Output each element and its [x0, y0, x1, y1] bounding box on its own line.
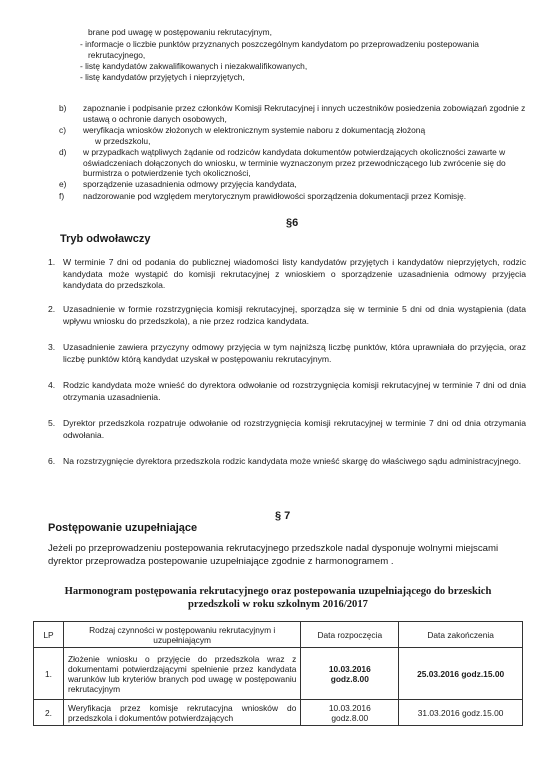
cell-lp: 2. — [34, 700, 64, 726]
list-item — [48, 380, 526, 418]
list-item — [59, 103, 529, 125]
header-end: Data zakończenia — [399, 622, 523, 648]
list-line: brane pod uwagę w postępowaniu rekrutacyjnym, — [88, 27, 272, 37]
item-number: 1. — [48, 257, 56, 267]
item-line: w przypadkach wątpliwych żądanie od rodziców kandydata dokumentów potwierdzających okoliczności zawarte w — [83, 147, 506, 157]
start-date: 10.03.2016 — [328, 702, 371, 713]
list-item — [59, 147, 529, 179]
table-row — [34, 648, 523, 700]
item-line: weryfikacja wniosków złożonych w elektronicznym systemie naboru z dokumentacją złożoną — [83, 125, 426, 135]
item-number: 4. — [48, 380, 56, 390]
item-marker: d) — [59, 147, 67, 157]
numbered-list — [48, 257, 526, 470]
start-time: godz.8.00 — [330, 673, 369, 684]
list-line: - listę kandydatów przyjętych i nieprzyjętych, — [80, 72, 245, 82]
item-number: 6. — [48, 456, 56, 466]
item-text: Na rozstrzygnięcie dyrektora przedszkola rodzic kandydata może wnieść skargę do właściwego sądu administracyjnego. — [63, 456, 522, 466]
list-item — [48, 456, 526, 470]
list-item — [48, 257, 526, 304]
lettered-list — [59, 103, 529, 202]
cell-activity: Złożenie wniosku o przyjęcie do przedszkola wraz z dokumentami potwierdzającymi spełnienie przez kandydata warunków lub kryteriów branych pod uwagę w postępowaniu rekrutacyjnym — [63, 648, 300, 700]
list-line: rekrutacyjnego, — [88, 50, 146, 60]
list-item — [48, 342, 526, 380]
header-lp: LP — [34, 622, 64, 648]
item-number: 5. — [48, 418, 56, 428]
list-line: - listę kandydatów zakwalifikowanych i niezakwalifikowanych, — [80, 61, 308, 71]
item-line: w przedszkolu, — [95, 135, 151, 146]
list-item — [59, 191, 529, 203]
item-line: sporządzenie uzasadnienia odmowy przyjęcia kandydata, — [83, 179, 297, 189]
section-title: Tryb odwoławczy — [60, 233, 151, 245]
table-title-line: Harmonogram postępowania rekrutacyjnego oraz postepowania uzupełniającego do brzeskich — [64, 586, 492, 597]
cell-end: 31.03.2016 godz.15.00 — [399, 700, 523, 726]
list-item — [59, 125, 529, 147]
cell-end: 25.03.2016 godz.15.00 — [399, 648, 523, 700]
start-date: 10.03.2016 — [328, 663, 371, 674]
table-title — [33, 585, 523, 611]
cell-lp: 1. — [34, 648, 64, 700]
item-text: W terminie 7 dni od podania do publicznej wiadomości listy kandydatów przyjętych i kandydatów nieprzyjętych, rodzic kandydata może wystąpić do komisji rekrutacyjnej z wnioskiem o sporządzenie uzasadnienia odmowy przyjęcia kandydata do przedszkola. — [63, 257, 526, 291]
item-marker: f) — [59, 190, 65, 201]
section-mark: § 7 — [275, 510, 291, 522]
harmonogram-table — [33, 621, 523, 726]
list-item — [48, 304, 526, 342]
cell-activity: Weryfikacja przez komisje rekrutacyjna wniosków do przedszkola i dokumentów potwierdzających — [63, 700, 300, 726]
item-line: nadzorowanie pod względem merytorycznym prawidłowości sporządzenia dokumentacji przez Komisję. — [83, 190, 467, 201]
header-activity: Rodzaj czynności w postępowaniu rekrutacyjnym i uzupełniającym — [63, 622, 300, 648]
cell-start — [301, 700, 399, 726]
table-header-row — [34, 622, 523, 648]
item-text: Rodzic kandydata może wnieść do dyrektora odwołanie od rozstrzygnięcia komisji rekrutacyjnej w terminie 7 dni od dnia otrzymania uzasadnienia. — [63, 380, 526, 402]
section-text: Jeżeli po przeprowadzeniu postepowania rekrutacyjnego przedszkole nadal dysponuje wolnymi miejscami dyrektor przeprowadza postepowanie uzupełniające zgodnie z harmonogramem . — [48, 543, 499, 567]
header-start: Data rozpoczęcia — [301, 622, 399, 648]
item-line: oświadczeniach dołączonych do wniosku, w terminie wyznaczonym przez przewodniczącego lub zwrócenie się do — [83, 157, 506, 168]
table-title-line: przedszkoli w roku szkolnym 2016/2017 — [188, 599, 368, 610]
item-marker: c) — [59, 125, 66, 135]
item-number: 2. — [48, 304, 56, 314]
section-title: Postępowanie uzupełniające — [48, 522, 198, 534]
list-line: - informacje o liczbie punktów przyznanych poszczególnym kandydatom po przeprowadzeniu postepowania — [80, 39, 479, 49]
item-text: Uzasadnienie w formie rozstrzygnięcia komisji rekrutacyjnej, sporządza się w terminie 5 dni od dnia wystąpienia (data wpływu wniosku do przedszkola), a nie przez rodzica kandydata. — [63, 304, 526, 326]
item-text: Dyrektor przedszkola rozpatruje odwołanie od rozstrzygnięcia komisji rekrutacyjnej w terminie 7 dni od dnia otrzymania odwołania. — [63, 418, 526, 440]
item-number: 3. — [48, 342, 56, 352]
section-mark: §6 — [286, 217, 299, 229]
item-line: burmistrza o potwierdzenie tych okoliczności, — [83, 168, 251, 178]
table-row — [34, 700, 523, 726]
list-item — [59, 179, 529, 191]
cell-start — [301, 648, 399, 700]
item-line: zapoznanie i podpisanie przez członków Komisji Rekrutacyjnej i innych uczestników posiedzenia zobowiązań zgodnie z — [83, 103, 526, 113]
item-text: Uzasadnienie zawiera przyczyny odmowy przyjęcia w tym najniższą liczbę punktów, która uprawniała do przyjęcia, oraz liczbę punktów którą kandydat uzyskał w postępowaniu rekrutacyjnym. — [63, 342, 526, 364]
item-marker: b) — [59, 103, 67, 113]
item-line: ustawą o ochronie danych osobowych, — [83, 113, 227, 124]
list-item — [48, 418, 526, 456]
item-marker: e) — [59, 179, 67, 189]
start-time: godz.8.00 — [331, 712, 369, 723]
